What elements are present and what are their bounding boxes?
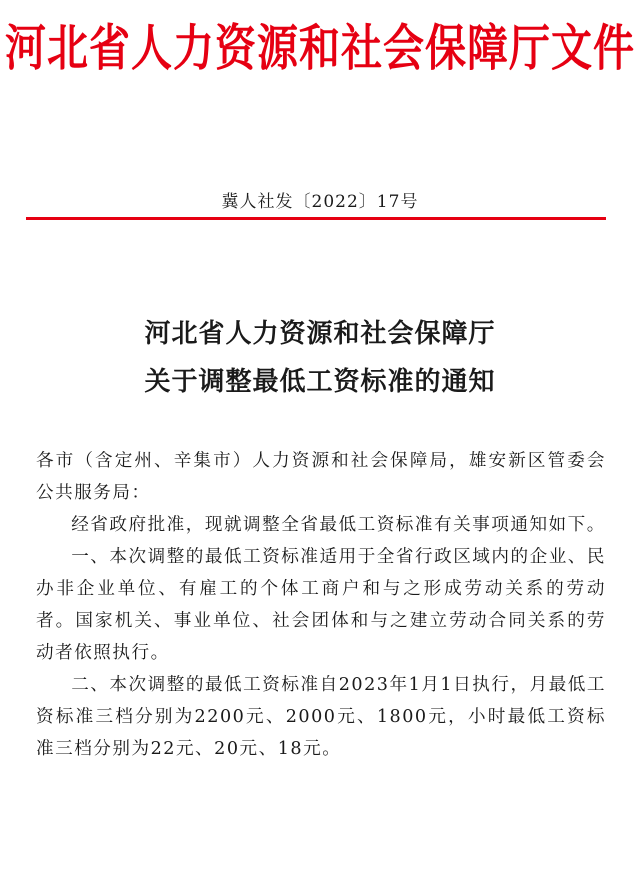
notice-title-line-1: 河北省人力资源和社会保障厅 — [144, 319, 496, 349]
document-number: 冀人社发〔2022〕17号 — [221, 192, 419, 212]
intro-paragraph: 经省政府批准，现就调整全省最低工资标准有关事项通知如下。 — [71, 515, 606, 535]
letterhead-title: 河北省人力资源和社会保障厅文件 — [5, 19, 635, 77]
item-1-paragraph: 一、本次调整的最低工资标准适用于全省行政区域内的企业、民办非企业单位、有雇工的个体工商户和与之形成劳动关系的劳动者。国家机关、事业单位、社会团体和与之建立劳动合同关系的劳动者依照执行。 — [36, 547, 606, 663]
salutation: 各市（含定州、辛集市）人力资源和社会保障局，雄安新区管委会公共服务局： — [36, 451, 606, 503]
item-2-paragraph: 二、本次调整的最低工资标准自2023年1月1日执行，月最低工资标准三档分别为2200元、2000元、1800元，小时最低工资标准三档分别为22元、20元、18元。 — [36, 675, 606, 759]
notice-title-line-2: 关于调整最低工资标准的通知 — [144, 367, 496, 397]
red-divider-line — [26, 217, 606, 220]
document-body — [36, 445, 606, 765]
